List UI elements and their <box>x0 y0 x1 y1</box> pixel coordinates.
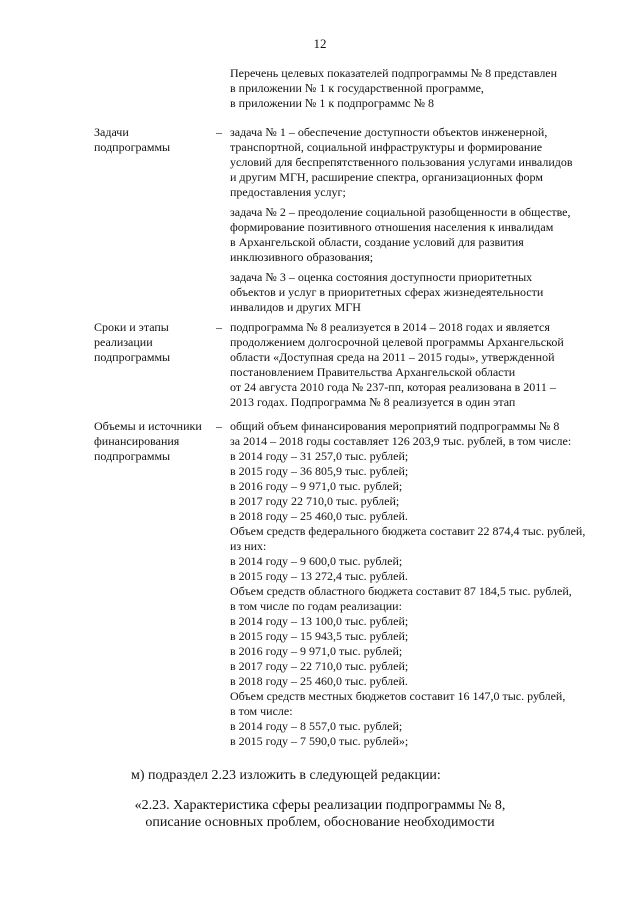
text-line: предоставления услуг; <box>230 185 346 199</box>
text-line: постановлением Правительства Архангельской области <box>230 365 516 379</box>
text-line: условий для беспрепятственного пользования услугами инвалидов <box>230 155 573 169</box>
row-label-line: финансирования <box>94 434 180 448</box>
text-line: в Архангельской области, создание условий для развития <box>230 235 524 249</box>
row-label-line: Сроки и этапы <box>94 320 169 334</box>
text-line: Объем средств федерального бюджета составит 22 874,4 тыс. рублей, <box>230 524 586 538</box>
intro-line: в приложении № 1 к подпрограммс № 8 <box>230 96 435 110</box>
intro-text <box>230 66 610 111</box>
text-line: в 2015 году – 36 805,9 тыс. рублей; <box>230 464 409 478</box>
row-label-line: реализации <box>94 335 153 349</box>
row-content <box>230 125 610 320</box>
text-line: задача № 2 – преодоление социальной разобщенности в обществе, <box>230 205 571 219</box>
text-line: задача № 1 – обеспечение доступности объектов инженерной, <box>230 125 548 139</box>
text-line: в 2015 году – 13 272,4 тыс. рублей. <box>230 569 408 583</box>
row-label <box>94 419 214 464</box>
text-line: Объем средств областного бюджета составит 87 184,5 тыс. рублей, <box>230 584 572 598</box>
text-line: формирование позитивного отношения населения к инвалидам <box>230 220 554 234</box>
text-line: общий объем финансирования мероприятий подпрограммы № 8 <box>230 419 560 433</box>
page-number: 12 <box>313 36 327 51</box>
text-line: в 2016 году – 9 971,0 тыс. рублей; <box>230 479 403 493</box>
text-line: транспортной, социальной инфраструктуры и формирование <box>230 140 543 154</box>
heading-line: описание основных проблем, обоснование необходимости <box>145 815 495 830</box>
text-line: в 2016 году – 9 971,0 тыс. рублей; <box>230 644 403 658</box>
task-3-paragraph <box>230 270 610 315</box>
text-line: в 2015 году – 15 943,5 тыс. рублей; <box>230 629 409 643</box>
text-line: в 2014 году – 31 257,0 тыс. рублей; <box>230 449 409 463</box>
intro-line: Перечень целевых показателей подпрограммы № 8 представлен <box>230 66 558 80</box>
text-line: и другим МГН, расширение спектра, организационных форм <box>230 170 543 184</box>
text-line: в 2018 году – 25 460,0 тыс. рублей. <box>230 674 408 688</box>
text-line: за 2014 – 2018 годы составляет 126 203,9 тыс. рублей, в том числе: <box>230 434 572 448</box>
row-label <box>94 125 214 155</box>
task-2-paragraph <box>230 205 610 265</box>
text-line: из них: <box>230 539 267 553</box>
funding-paragraph <box>230 419 610 749</box>
heading-line: «2.23. Характеристика сферы реализации подпрограммы № 8, <box>134 798 506 813</box>
text-line: Объем средств местных бюджетов составит 16 147,0 тыс. рублей, <box>230 689 566 703</box>
text-line: в 2015 году – 7 590,0 тыс. рублей»; <box>230 734 409 748</box>
text-line: в том числе по годам реализации: <box>230 599 402 613</box>
text-line: объектов и услуг в приоритетных сферах жизнедеятельности <box>230 285 544 299</box>
row-label-line: подпрограммы <box>94 140 171 154</box>
row-dash: – <box>216 419 222 433</box>
row-label-line: Объемы и источники <box>94 419 202 433</box>
row-content <box>230 320 610 415</box>
intro-line: в приложении № 1 к государственной программе, <box>230 81 484 95</box>
row-label-line: Задачи <box>94 125 129 139</box>
text-line: в 2014 году – 13 100,0 тыс. рублей; <box>230 614 409 628</box>
row-dash: – <box>216 125 222 139</box>
amendment-instruction: м) подраздел 2.23 изложить в следующей редакции: <box>131 768 441 783</box>
row-dash: – <box>216 320 222 334</box>
row-label <box>94 320 214 365</box>
text-line: в 2017 году 22 710,0 тыс. рублей; <box>230 494 400 508</box>
timeline-paragraph <box>230 320 610 410</box>
task-1-paragraph <box>230 125 610 200</box>
row-label-line: подпрограммы <box>94 449 171 463</box>
text-line: задача № 3 – оценка состояния доступности приоритетных <box>230 270 533 284</box>
text-line: в 2014 году – 9 600,0 тыс. рублей; <box>230 554 403 568</box>
text-line: продолжением долгосрочной целевой программы Архангельской <box>230 335 564 349</box>
text-line: в 2014 году – 8 557,0 тыс. рублей; <box>230 719 403 733</box>
text-line: инклюзивного образования; <box>230 250 374 264</box>
text-line: в 2018 году – 25 460,0 тыс. рублей. <box>230 509 408 523</box>
text-line: в 2017 году – 22 710,0 тыс. рублей; <box>230 659 409 673</box>
text-line: инвалидов и других МГН <box>230 300 361 314</box>
row-label-line: подпрограммы <box>94 350 171 364</box>
text-line: от 24 августа 2010 года № 237-пп, которая реализована в 2011 – <box>230 380 556 394</box>
text-line: в том числе: <box>230 704 293 718</box>
text-line: 2013 годах. Подпрограмма № 8 реализуется в один этап <box>230 395 516 409</box>
text-line: области «Доступная среда на 2011 – 2015 годы», утвержденной <box>230 350 555 364</box>
section-heading <box>0 797 640 831</box>
row-content <box>230 419 610 754</box>
text-line: подпрограмма № 8 реализуется в 2014 – 2018 годах и является <box>230 320 550 334</box>
